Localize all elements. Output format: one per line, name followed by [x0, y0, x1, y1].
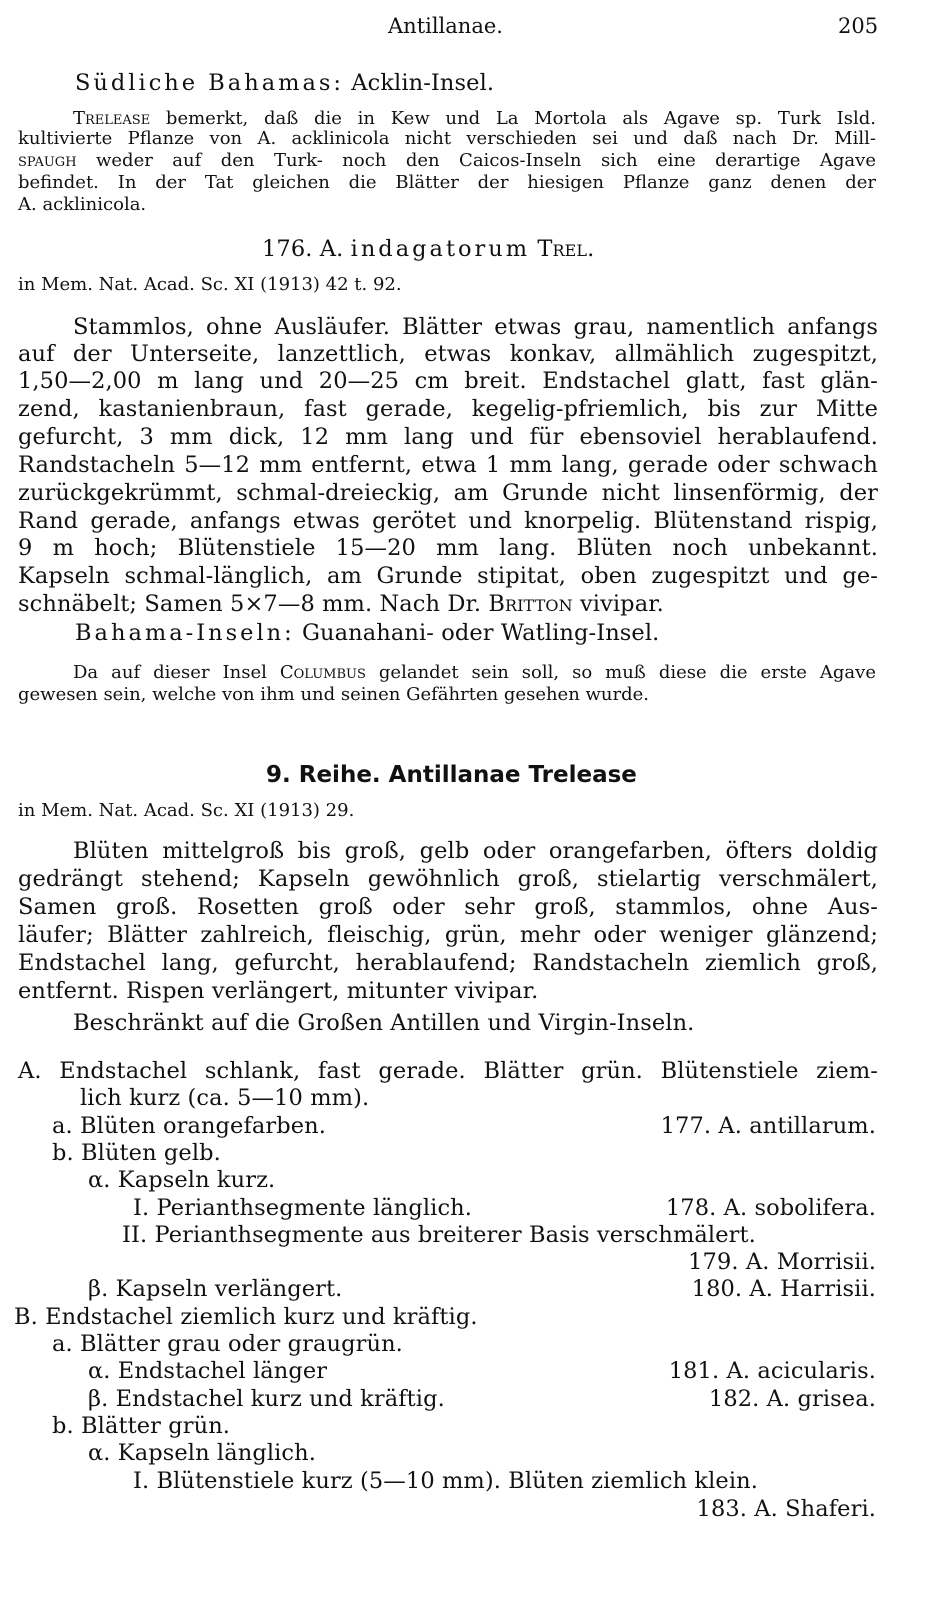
note-text: kultivierte Pflanze von A. acklinicola nicht verschieden sei und daß nach Dr. Mill-: [18, 128, 876, 149]
species-ref: 178. A. sobolifera.: [665, 1195, 876, 1221]
citation: in Mem. Nat. Acad. Sc. XI (1913) 29.: [18, 800, 355, 821]
author-name: Trelease: [73, 108, 151, 129]
citation: in Mem. Nat. Acad. Sc. XI (1913) 42 t. 92.: [18, 274, 402, 295]
note-line: [18, 150, 876, 171]
note-text: A. acklinicola.: [18, 194, 147, 215]
key-line: b. Blätter grün.: [52, 1413, 231, 1439]
key-line: α. Kapseln länglich.: [88, 1440, 316, 1466]
species-ref: 180. A. Harrisii.: [691, 1276, 876, 1302]
species-title: [262, 236, 594, 262]
note-line: [18, 108, 876, 129]
description-line: Endstachel lang, gefurcht, herablaufend; Randstacheln ziemlich groß,: [18, 950, 878, 976]
species-ref: 181. A. acicularis.: [668, 1358, 876, 1384]
species-ref: 182. A. grisea.: [708, 1386, 876, 1412]
page-number: 205: [838, 14, 879, 38]
key-line: b. Blüten gelb.: [52, 1140, 221, 1166]
section-heading: 9. Reihe. Antillanae Trelease: [266, 762, 637, 788]
description-line: Rand gerade, anfangs etwas gerötet und knorpelig. Blütenstand rispig,: [18, 508, 878, 534]
note-line: Da auf dieser Insel Columbus gelandet sein soll, so muß diese die erste Agave: [73, 662, 876, 683]
key-line: a. Blüten orangefarben.: [52, 1113, 327, 1139]
description-line: zurückgekrümmt, schmal-dreieckig, am Grunde nicht linsenförmig, der: [18, 480, 878, 506]
description-line: zend, kastanienbraun, fast gerade, kegelig-pfriemlich, bis zur Mitte: [18, 396, 878, 422]
locality-value: Acklin-Insel.: [351, 70, 495, 96]
author-name: Columbus: [279, 662, 366, 683]
note-line: [18, 128, 876, 149]
note-text: bemerkt, daß die in Kew und La Mortola als Agave sp. Turk Isld.: [150, 108, 876, 129]
locality-line: [75, 70, 494, 96]
description-line: 9 m hoch; Blütenstiele 15—20 mm lang. Blüten noch unbekannt.: [18, 535, 878, 561]
key-line: α. Endstachel länger: [88, 1358, 328, 1384]
locality-line: [75, 620, 659, 646]
description-line: Samen groß. Rosetten groß oder sehr groß, stammlos, ohne Aus-: [18, 894, 878, 920]
species-ref: 177. A. antillarum.: [660, 1113, 876, 1139]
key-line: A. Endstachel schlank, fast gerade. Blätter grün. Blütenstiele ziem-: [18, 1058, 878, 1084]
key-line: II. Perianthsegmente aus breiterer Basis verschmälert.: [122, 1222, 756, 1248]
species-epithet: indagatorum: [350, 236, 531, 262]
author-name: Britton: [488, 591, 573, 617]
species-number: 176. A.: [262, 236, 344, 262]
locality-label: Südliche Bahamas:: [75, 70, 344, 96]
key-line: α. Kapseln kurz.: [88, 1167, 276, 1193]
description-line: gefurcht, 3 mm dick, 12 mm lang und für ebensoviel herablaufend.: [18, 424, 878, 450]
note-text: befindet. In der Tat gleichen die Blätter der hiesigen Pflanze ganz denen der: [18, 172, 876, 193]
key-line: lich kurz (ca. 5—10 mm).: [80, 1085, 370, 1111]
species-ref: 179. A. Morrisii.: [688, 1249, 876, 1275]
note-line: [18, 194, 146, 215]
key-line: I. Perianthsegmente länglich.: [133, 1195, 472, 1221]
description-line: entfernt. Rispen verlängert, mitunter vivipar.: [18, 978, 539, 1004]
restriction-line: Beschränkt auf die Großen Antillen und Virgin-Inseln.: [73, 1010, 695, 1036]
locality-value: Guanahani- oder Watling-Insel.: [301, 620, 660, 646]
note-line: [18, 172, 876, 193]
key-line: β. Kapseln verlängert.: [88, 1276, 343, 1302]
key-line: a. Blätter grau oder graugrün.: [52, 1331, 403, 1357]
description-line: schnäbelt; Samen 5×7—8 mm. Nach Dr. Britton vivipar.: [18, 591, 664, 617]
description-line: Stammlos, ohne Ausläufer. Blätter etwas grau, namentlich anfangs: [73, 314, 878, 340]
description-line: Randstacheln 5—12 mm entfernt, etwa 1 mm lang, gerade oder schwach: [18, 452, 878, 478]
species-author: Trel.: [537, 236, 595, 262]
key-line: I. Blütenstiele kurz (5—10 mm). Blüten ziemlich klein.: [133, 1468, 758, 1494]
description-line: läufer; Blätter zahlreich, fleischig, grün, mehr oder weniger glänzend;: [18, 922, 878, 948]
note-line: gewesen sein, welche von ihm und seinen Gefährten gesehen wurde.: [18, 684, 650, 705]
key-line: β. Endstachel kurz und kräftig.: [88, 1386, 445, 1412]
key-line: B. Endstachel ziemlich kurz und kräftig.: [14, 1304, 478, 1330]
species-ref: 183. A. Shaferi.: [696, 1496, 876, 1522]
author-name: spaugh: [18, 150, 77, 171]
description-line: Blüten mittelgroß bis groß, gelb oder orangefarben, öfters doldig: [73, 838, 878, 864]
note-text: weder auf den Turk- noch den Caicos-Inseln sich eine derartige Agave: [76, 150, 876, 171]
description-line: 1,50—2,00 m lang und 20—25 cm breit. Endstachel glatt, fast glän-: [18, 368, 878, 394]
locality-label: Bahama-Inseln:: [75, 620, 295, 646]
description-line: Kapseln schmal-länglich, am Grunde stipitat, oben zugespitzt und ge-: [18, 563, 878, 589]
description-line: gedrängt stehend; Kapseln gewöhnlich groß, stielartig verschmälert,: [18, 866, 878, 892]
description-line: auf der Unterseite, lanzettlich, etwas konkav, allmählich zugespitzt,: [18, 341, 878, 367]
running-title: Antillanae.: [388, 14, 503, 38]
